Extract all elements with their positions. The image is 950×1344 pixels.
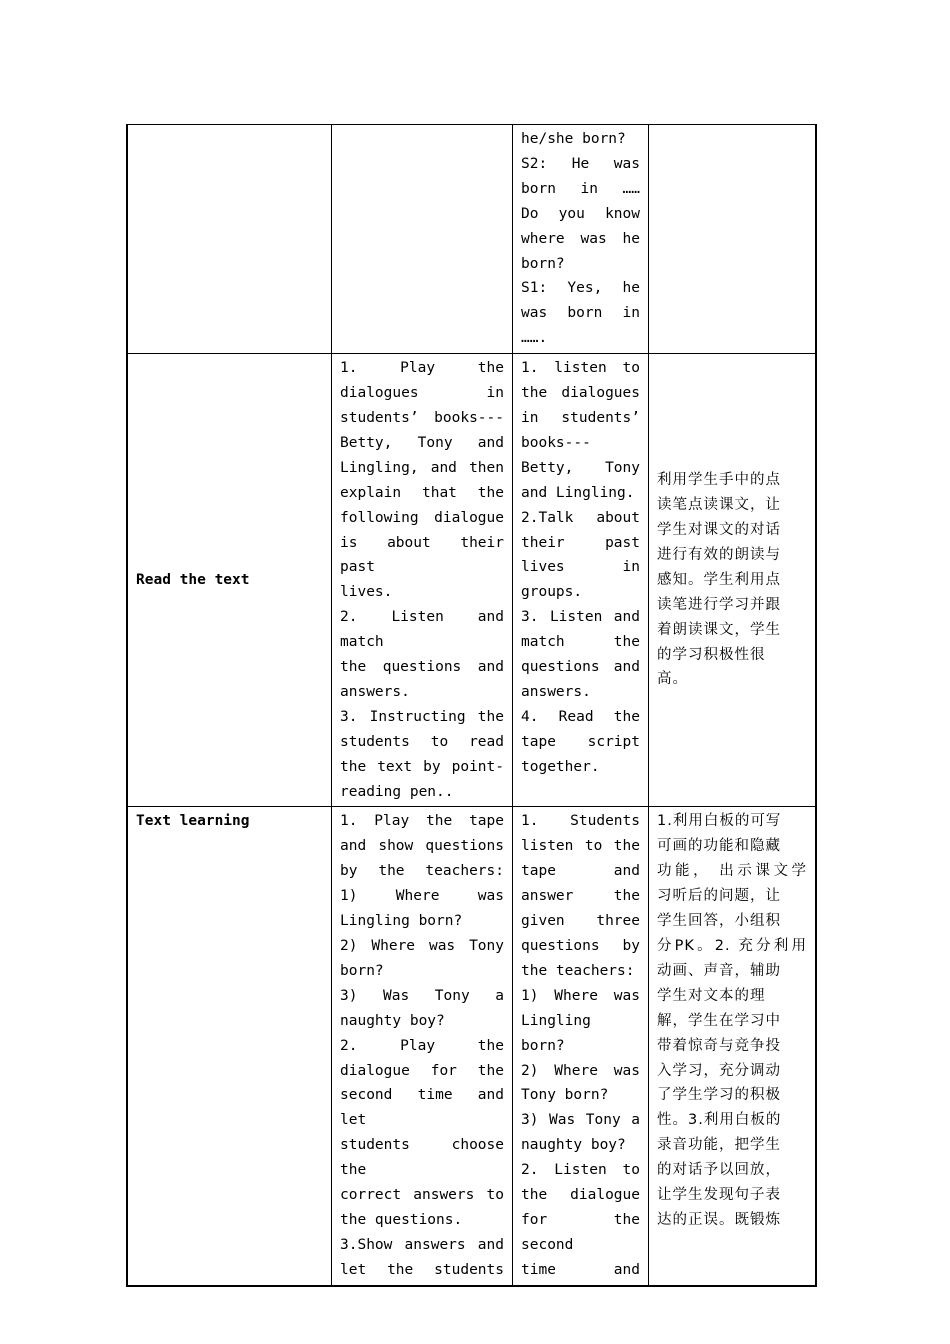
cell-text-line: books--- (521, 434, 591, 451)
table-row (127, 354, 816, 807)
cell-text-line: 1) Where was (521, 987, 640, 1004)
cell-text-line: 录音功能，把学生 (657, 1137, 781, 1154)
cell-text-line: tape and (521, 863, 640, 880)
cell-text-line: 1. Students (521, 813, 640, 830)
cell-text-line: 功能， 出示课文学 (657, 863, 807, 880)
cell-text-line: where was he (521, 230, 640, 247)
cell-text-line: Lingling born? (521, 1012, 591, 1054)
cell-text-line: the questions and (340, 659, 504, 676)
cell-text-line: dialogues in (340, 385, 504, 402)
cell-text-line: let the students (340, 1261, 504, 1278)
cell-text-line: lives in (521, 559, 640, 576)
cell-text-line: 让学生发现句子表 (657, 1187, 781, 1204)
design-note-cell (649, 354, 817, 807)
cell-text-line: naughty boy? (340, 1012, 445, 1029)
cell-text-line: lives. (340, 584, 393, 601)
cell-text-line: S2: He was (521, 155, 640, 172)
table-row (127, 807, 816, 1286)
cell-text-line: the questions. (340, 1211, 463, 1228)
cell-text-line: S1: Yes, he (521, 280, 640, 297)
cell-text-line: 2.Talk about (521, 509, 640, 526)
cell-text-line: born in …… (521, 180, 640, 197)
design-note-cell (649, 125, 817, 354)
cell-text-line: explain that the (340, 484, 504, 501)
cell-text-line: 读笔点读课文，让 (657, 497, 781, 514)
cell-text-line: 1) Where was (340, 888, 504, 905)
student-activity-cell (513, 807, 649, 1286)
teacher-activity-cell (332, 807, 513, 1286)
table-row (127, 125, 816, 354)
cell-text-line: 的学习积极性很 (657, 646, 766, 663)
cell-text-line: 着朗读课文，学生 (657, 621, 781, 638)
cell-text-line: 学生对课文的对话 (657, 522, 781, 539)
cell-text-line: for the second (521, 1211, 640, 1253)
cell-text-line: is about their past (340, 534, 504, 576)
cell-text-line: Do you know (521, 205, 640, 222)
cell-text-line: the dialogue (521, 1187, 640, 1204)
cell-text-line: 学生对文本的理 (657, 987, 766, 1004)
cell-text-line: correct answers to (340, 1187, 504, 1204)
cell-text-line: 入学习，充分调动 (657, 1062, 781, 1079)
cell-text-line: 1. listen to (521, 360, 640, 377)
cell-text-line: time and (521, 1261, 640, 1278)
cell-text-line: 性。3.利用白板的 (657, 1112, 782, 1129)
cell-text-line: following dialogue (340, 509, 504, 526)
cell-text-line: 读笔进行学习并跟 (657, 596, 781, 613)
stage-label: Text learning (136, 813, 250, 830)
cell-text-line: 2) Where was (521, 1062, 640, 1079)
cell-text-line: 了学生学习的积极 (657, 1087, 781, 1104)
cell-text-line: students to read (340, 733, 504, 750)
cell-text-line: 3.Show answers and (340, 1236, 504, 1253)
cell-text-line: 2. Listen to (521, 1162, 640, 1179)
cell-text-line: 达的正误。既锻炼 (657, 1211, 781, 1228)
cell-text-line: 带着惊奇与竞争投 (657, 1037, 781, 1054)
cell-text-line: Lingling born? (340, 913, 463, 930)
cell-text-line: 3. Instructing the (340, 708, 504, 725)
cell-text-line: 动画、声音，辅助 (657, 962, 781, 979)
cell-text-line: 3) Was Tony a (340, 987, 504, 1004)
cell-text-line: match the (521, 634, 640, 651)
cell-text-line: 1. Play the (340, 360, 504, 377)
stage-cell (127, 354, 332, 807)
cell-text-line: 可画的功能和隐藏 (657, 838, 781, 855)
cell-text-line: second time and let (340, 1087, 504, 1129)
cell-text-line: 1. Play the tape (340, 813, 504, 830)
cell-text-line: together. (521, 758, 600, 775)
cell-text-line: 1.利用白板的可写 (657, 813, 782, 830)
cell-text-line: groups. (521, 584, 583, 601)
cell-text-line: 利用学生手中的点 (657, 472, 781, 489)
cell-text-line: 进行有效的朗读与 (657, 546, 781, 563)
cell-text-line: the teachers: (521, 962, 635, 979)
teacher-activity-cell (332, 125, 513, 354)
cell-text-line: 2. Listen and match (340, 609, 504, 651)
stage-cell (127, 807, 332, 1286)
cell-text-line: he/she born? (521, 131, 626, 147)
cell-text-line: ……. (521, 330, 548, 347)
cell-text-line: 感知。学生利用点 (657, 571, 781, 588)
cell-text-line: students choose the (340, 1137, 504, 1179)
cell-text-line: naughty boy? (521, 1137, 626, 1154)
cell-text-line: 2) Where was Tony (340, 938, 504, 954)
cell-text-line: 解，学生在学习中 (657, 1012, 781, 1029)
cell-text-line: and Lingling. (521, 484, 635, 501)
design-note-cell (649, 807, 817, 1286)
cell-text-line: questions and (521, 659, 640, 676)
cell-text-line: the dialogues (521, 385, 640, 402)
cell-text-line: by the teachers: (340, 863, 504, 880)
cell-text-line: Lingling, and then (340, 459, 504, 476)
cell-text-line: Tony born? (521, 1087, 609, 1104)
stage-cell (127, 125, 332, 354)
cell-text-line: born? (521, 255, 565, 272)
cell-text-line: 4. Read the (521, 708, 640, 725)
cell-text-line: answers. (340, 683, 410, 700)
cell-text-line: 3) Was Tony a (521, 1112, 640, 1129)
cell-text-line: 习听后的问题，让 (657, 888, 781, 905)
cell-text-line: their past (521, 534, 640, 551)
cell-text-line: answer the (521, 888, 640, 905)
cell-text-line: Betty, Tony (521, 459, 640, 476)
cell-text-line: 2. Play the (340, 1037, 504, 1054)
cell-text-line: questions by (521, 938, 640, 954)
student-activity-cell (513, 354, 649, 807)
cell-text-line: and show questions (340, 838, 504, 855)
cell-text-line: reading pen.. (340, 783, 454, 800)
teacher-activity-cell (332, 354, 513, 807)
cell-text-line: 3. Listen and (521, 609, 640, 626)
cell-text-line: tape script (521, 733, 640, 750)
cell-text-line: the text by point- (340, 758, 504, 775)
cell-text-line: listen to the (521, 838, 640, 855)
cell-text-line: 分PK。2. 充分利用 (657, 938, 807, 954)
cell-text-line: dialogue for the (340, 1062, 504, 1079)
student-activity-cell (513, 125, 649, 354)
cell-text-line: in students’ (521, 409, 640, 426)
cell-text-line: 高。 (657, 671, 688, 688)
cell-text-line: given three (521, 913, 640, 930)
cell-text-line: was born in (521, 305, 640, 322)
cell-text-line: answers. (521, 683, 591, 700)
cell-text-line: 的对话予以回放， (657, 1162, 781, 1179)
cell-text-line: born? (340, 962, 384, 979)
cell-text-line: students’ books--- (340, 409, 504, 426)
cell-text-line: 学生回答，小组积 (657, 913, 781, 930)
lesson-plan-table (126, 124, 817, 1287)
cell-text-line: Betty, Tony and (340, 434, 504, 451)
stage-label: Read the text (136, 571, 250, 588)
